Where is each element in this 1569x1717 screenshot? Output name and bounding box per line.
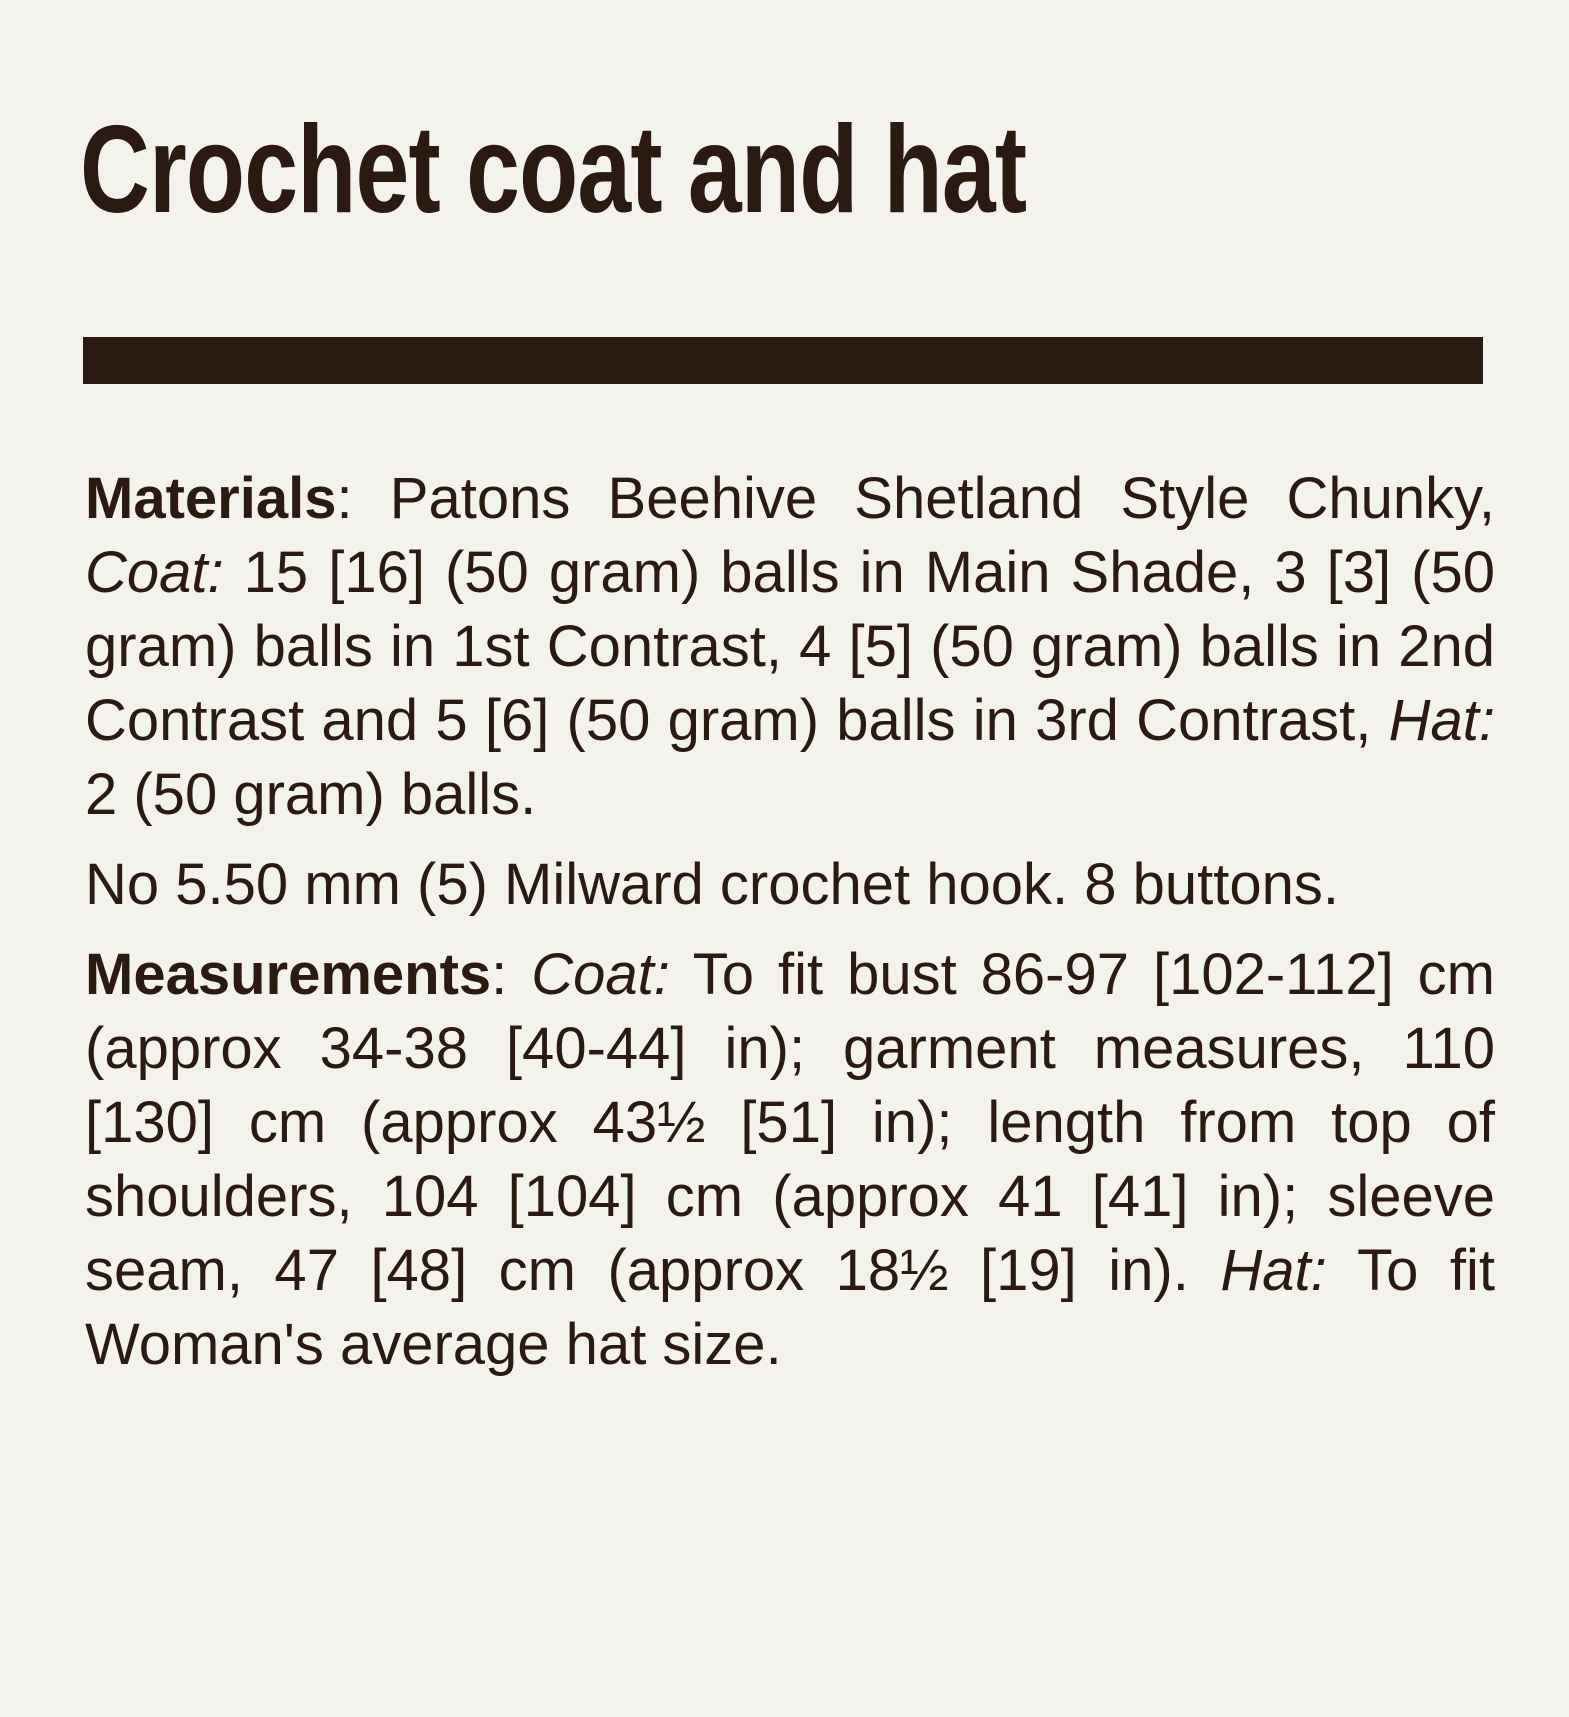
materials-coat-label: Coat:: [85, 540, 224, 605]
measurements-label: Measurements: [85, 942, 492, 1007]
materials-text-3: 2 (50 gram) balls.: [85, 762, 537, 827]
materials-text-1: Patons Beehive Shetland Style Chunky,: [389, 466, 1495, 531]
measurements-text-2: To fit Woman's average hat size.: [85, 1238, 1495, 1377]
hook-text: No 5.50 mm (5) Milward crochet hook. 8 buttons.: [85, 852, 1339, 917]
materials-text-2: 15 [16] (50 gram) balls in Main Shade, 3 [3] (50 gram) balls in 1st Contrast, 4 [5] (50 gram) balls in 2nd Contrast and 5 [6] (50 gram) balls in 3rd Contrast,: [85, 540, 1495, 753]
page-title: Crochet coat and hat: [80, 101, 1027, 239]
materials-hat-label: Hat:: [1388, 688, 1495, 753]
materials-paragraph: [85, 462, 1495, 832]
measurements-text-1: To fit bust 86-97 [102-112] cm (approx 34-38 [40-44] in); garment measures, 110 [130] cm (approx 43½ [51] in); length from top of shoulders, 104 [104] cm (approx 41 [41] in); sleeve seam, 47 [48] cm (approx 18½ [19] in).: [85, 942, 1495, 1303]
measurements-colon: :: [491, 942, 532, 1007]
hook-paragraph: [85, 848, 1495, 922]
materials-colon: :: [336, 466, 390, 531]
measurements-hat-label: Hat:: [1220, 1238, 1327, 1303]
title-divider: [83, 337, 1483, 384]
materials-label: Materials: [85, 466, 337, 531]
measurements-paragraph: [85, 938, 1495, 1382]
pattern-body: [85, 462, 1495, 1398]
measurements-coat-label: Coat:: [531, 942, 670, 1007]
